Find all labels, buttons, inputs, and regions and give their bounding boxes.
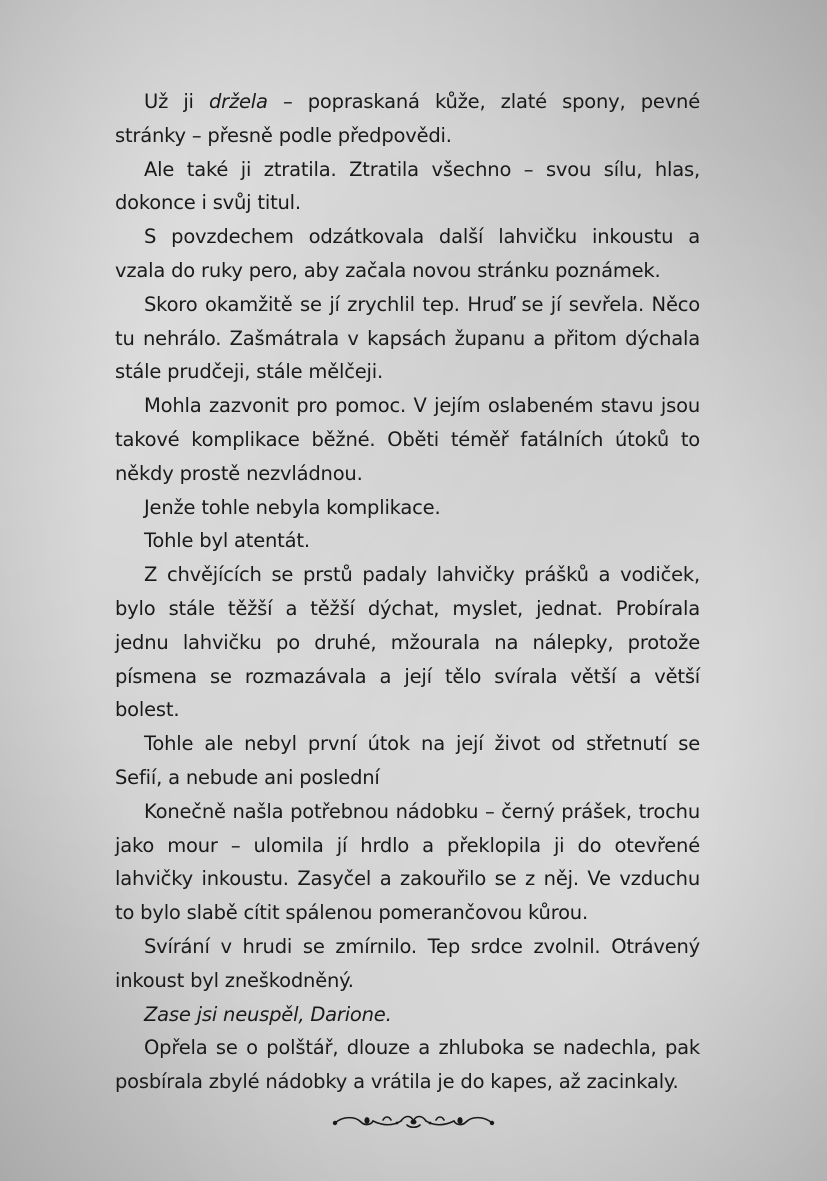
paragraph-3: S povzdechem odzátkovala další lahvičku inkoustu a vzala do ruky pero, aby začala novou stránku poznámek. bbox=[115, 225, 700, 282]
paragraph-7: Tohle byl atentát. bbox=[144, 529, 310, 553]
paragraph-2: Ale také ji ztratila. Ztratila všechno – svou sílu, hlas, dokonce i svůj titul. bbox=[115, 157, 700, 215]
paragraph-8: Z chvějících se prstů padaly lahvičky prášků a vodiček, bylo stále těžší a těžší dýchat, myslet, jednat. Probírala jednu lahvičku po druhé, mžourala na nálepky, protože písmena se rozmazávala a její tělo svírala větší a větší bolest. bbox=[115, 563, 700, 722]
paragraph-10: Konečně našla potřebnou nádobku – černý prášek, trochu jako mour – ulomila jí hrdlo a překlopila ji do otevřené lahvičky inkoustu. Zasyčel a zakouřilo se z něj. Ve vzduchu to bylo slabě cítit spálenou pomerančovou kůrou. bbox=[115, 799, 700, 925]
paragraph-12: Zase jsi neuspěl, Darione. bbox=[144, 1002, 392, 1026]
paragraph-1: Už ji držela – popraskaná kůže, zlaté spony, pevné stránky – přesně podle předpovědi. bbox=[115, 90, 700, 147]
paragraph-11: Svírání v hrudi se zmírnilo. Tep srdce zvolnil. Otrávený inkoust byl zneškodněný. bbox=[115, 934, 700, 992]
paragraph-5: Mohla zazvonit pro pomoc. V jejím oslabeném stavu jsou takové komplikace běžné. Oběti téměř fatálních útoků to někdy prostě nezvládnou. bbox=[115, 394, 700, 485]
paragraph-13: Opřela se o polštář, dlouze a zhluboka se nadechla, pak posbírala zbylé nádobky a vrátila je do kapes, až zacinkaly. bbox=[115, 1036, 700, 1094]
body-text bbox=[115, 85, 700, 1099]
paragraph-6: Jenže tohle nebyla komplikace. bbox=[144, 495, 441, 519]
paragraph-4: Skoro okamžitě se jí zrychlil tep. Hruď se jí sevřela. Něco tu nehrálo. Zašmátrala v kapsách županu a přitom dýchala stále prudčeji, stále mělčeji. bbox=[115, 292, 700, 384]
emphasis: držela bbox=[208, 90, 268, 113]
flourish-ornament-icon bbox=[331, 1110, 496, 1132]
paragraph-9: Tohle ale nebyl první útok na její život od střetnutí se Sefií, a nebude ani poslední bbox=[115, 732, 700, 789]
